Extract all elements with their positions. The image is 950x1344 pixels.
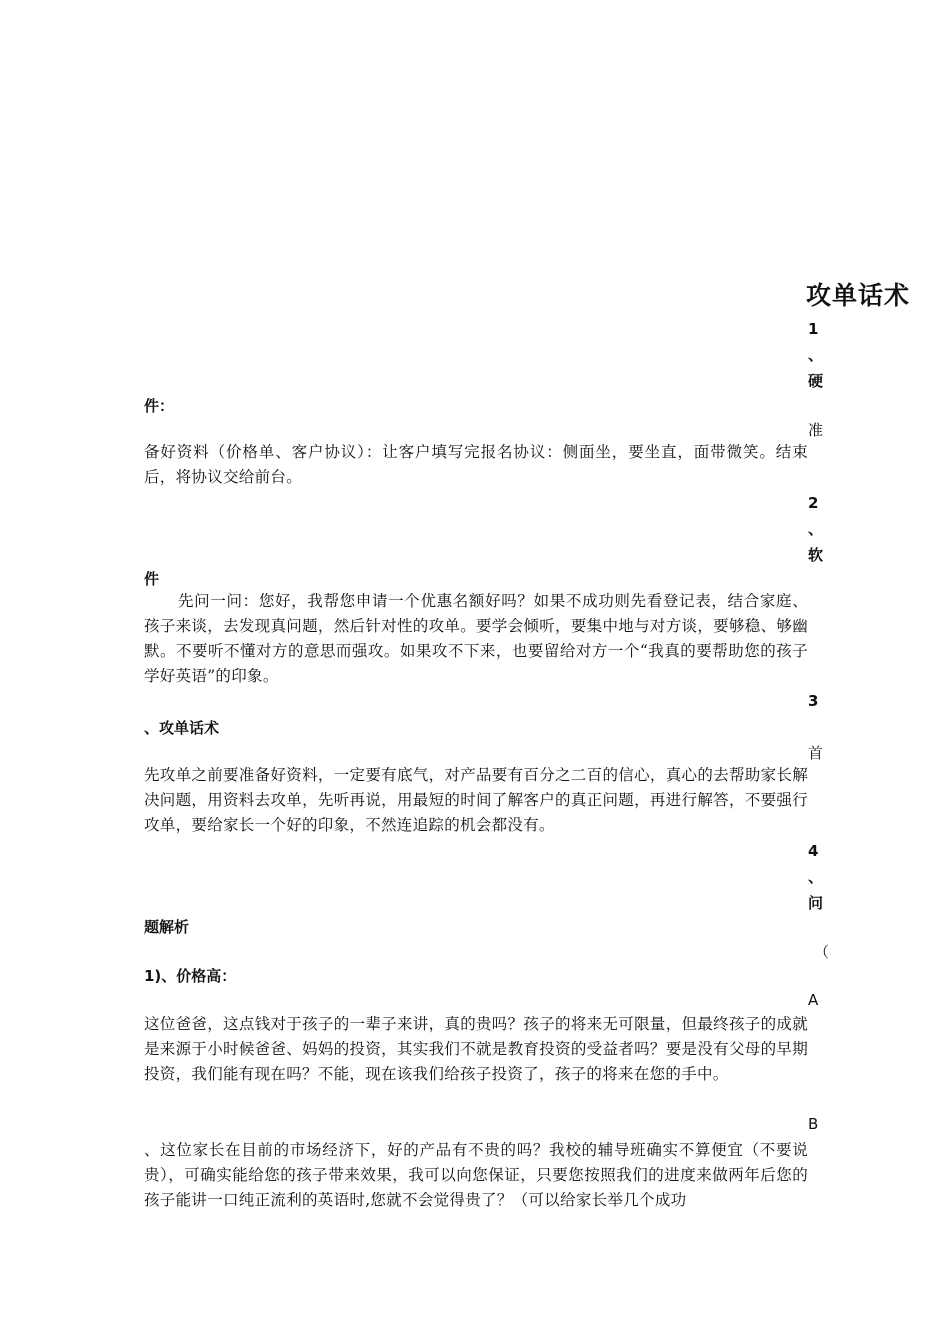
- margin-section-1-mark: 、: [808, 346, 824, 364]
- margin-section-1-word: 硬: [808, 372, 824, 390]
- margin-section-4-mark: 、: [808, 868, 824, 886]
- closing-script-text: 先攻单之前要准备好资料，一定要有底气，对产品要有百分之二百的信心，真心的去帮助家长解决问题，用资料去攻单，先听再说，用最短的时间了解客户的真正问题，再进行解答，不要强行攻单，要给家长一个好的印象，不然连追踪的机会都没有。: [144, 766, 808, 834]
- margin-section-4-word: 问: [808, 894, 824, 912]
- closing-script-heading: 、攻单话术: [144, 719, 220, 737]
- margin-section-4-paren: （: [814, 943, 830, 961]
- price-answer-a: 这位爸爸，这点钱对于孩子的一辈子来讲，真的贵吗？孩子的将来无可限量，但最终孩子的成就是来源于小时候爸爸、妈妈的投资，其实我们不就是教育投资的受益者吗？要是没有父母的早期投资，我们能有现在吗？不能，现在该我们给孩子投资了，孩子的将来在您的手中。: [144, 1015, 808, 1083]
- problem-analysis-heading: 题解析: [144, 918, 190, 936]
- margin-section-1-extra: 准: [808, 421, 824, 439]
- hard-conditions-heading-tail: 件：: [144, 397, 175, 415]
- price-answer-b: 、这位家长在目前的市场经济下，好的产品有不贵的吗？我校的辅导班确实不算便宜（不要说贵），可确实能给您的孩子带来效果，我可以向您保证，只要您按照我们的进度来做两年后您的孩子能讲一口纯正流利的英语时,您就不会觉得贵了？（可以给家长举几个成功: [144, 1141, 808, 1209]
- margin-section-3-extra: 首: [808, 744, 824, 762]
- margin-section-2-number: 2: [808, 494, 819, 512]
- soft-conditions-text: 先问一问：您好，我帮您申请一个优惠名额好吗？如果不成功则先看登记表，结合家庭、孩子来谈，去发现真问题，然后针对性的攻单。要学会倾听，要集中地与对方谈，要够稳、够幽默。不要听不懂对方的意思而强攻。如果攻不下来，也要留给对方一个“我真的要帮助您的孩子学好英语”的印象。: [144, 592, 808, 685]
- margin-section-4-number: 4: [808, 842, 819, 860]
- price-high-subheading: 1)、价格高：: [144, 967, 237, 985]
- margin-item-b: B: [808, 1115, 819, 1133]
- margin-section-1-number: 1: [808, 320, 819, 338]
- margin-item-a: A: [808, 991, 819, 1009]
- soft-conditions-heading-tail: 件: [144, 570, 160, 588]
- document-title: 攻单话术: [806, 281, 911, 310]
- margin-section-2-word: 软: [808, 546, 824, 564]
- margin-section-3-number: 3: [808, 692, 819, 710]
- margin-section-2-mark: 、: [808, 520, 824, 538]
- hard-conditions-text: 备好资料（价格单、客户协议）：让客户填写完报名协议：侧面坐，要坐直，面带微笑。结束后，将协议交给前台。: [144, 443, 808, 486]
